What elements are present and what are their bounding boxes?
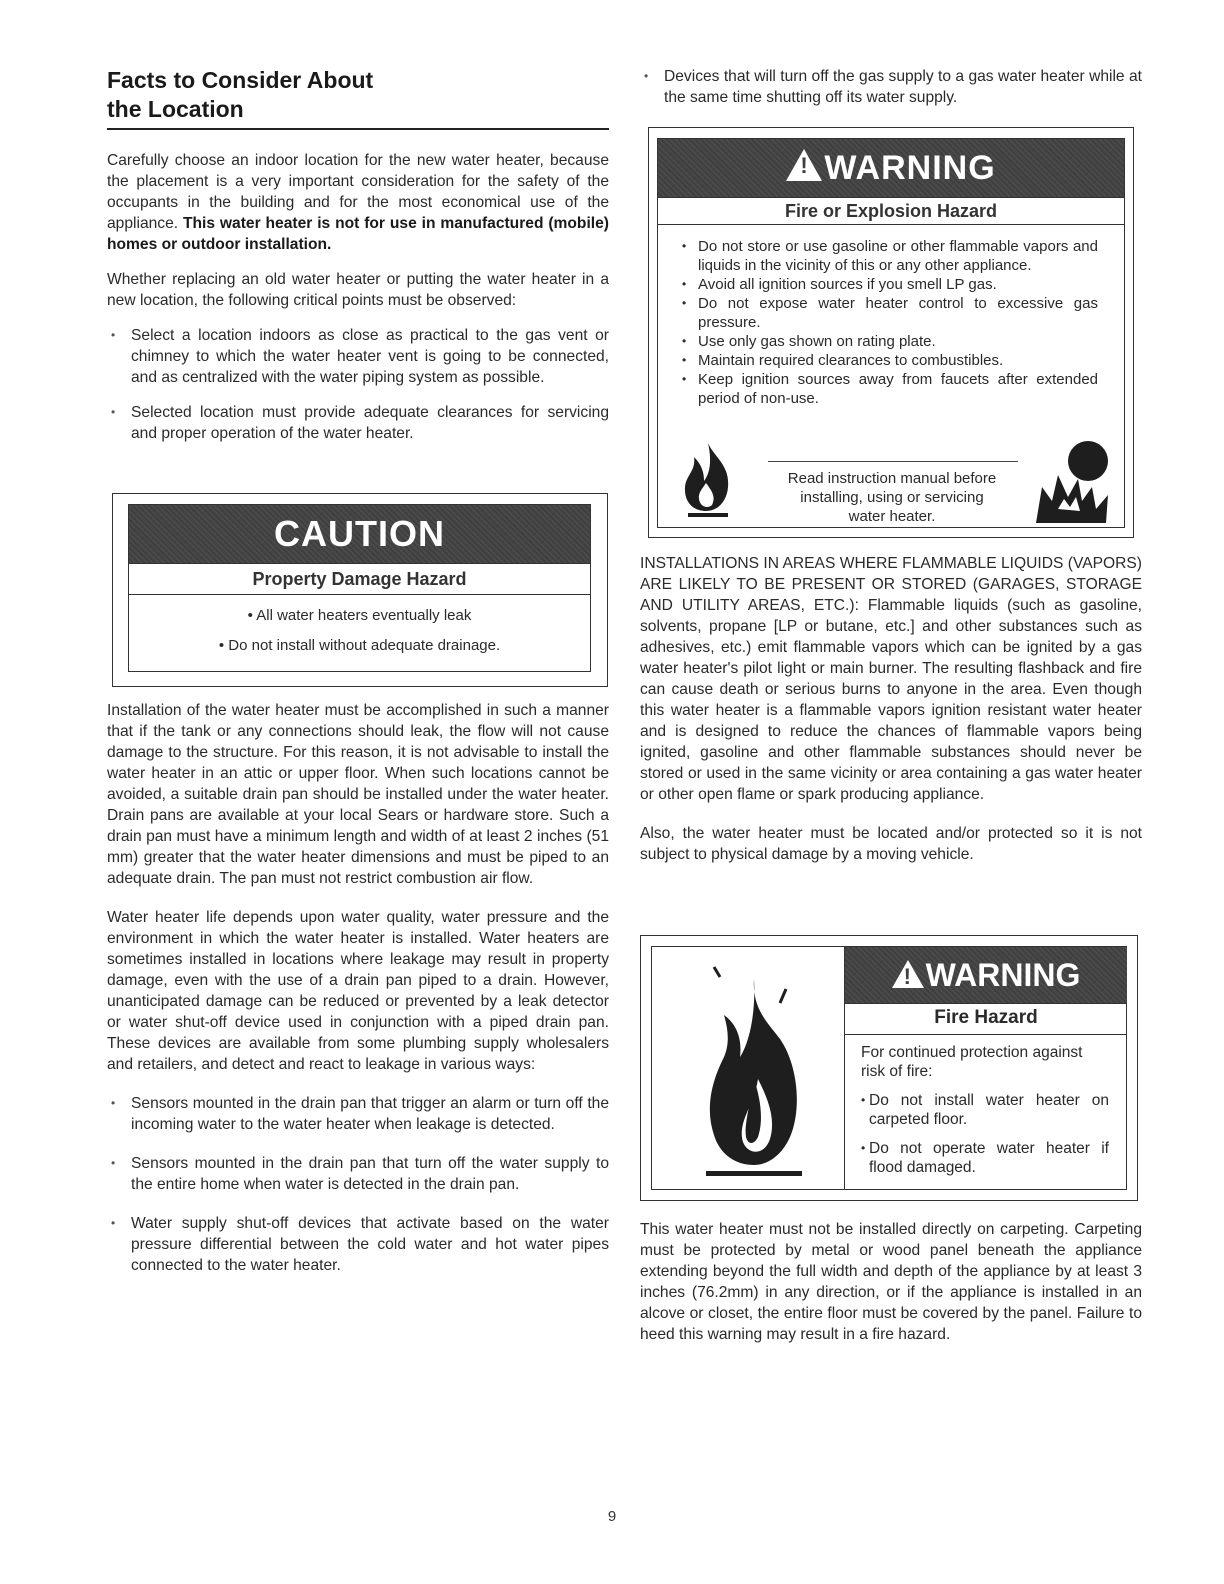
warning-title: WARNING [824,149,996,187]
warning-panel [651,946,1127,1190]
list-item: • Selected location must provide adequate clearances for servicing and proper operation of the water heater. [107,402,609,444]
list-item: • Water supply shut-off devices that activate based on the water pressure differential between the cold water and hot water pipes connected to the water heater. [107,1213,609,1276]
left-column-lower [107,700,609,1276]
list-item: • Select a location indoors as close as practical to the gas vent or chimney to which the water heater vent is going to be connected, and as centralized with the water piping system as possible. [107,325,609,388]
divider [768,461,1018,462]
list-item: • Sensors mounted in the drain pan that turn off the water supply to the entire home when water is detected in the drain pan. [107,1153,609,1195]
caution-banner: CAUTION [129,505,590,564]
warning-banner [845,947,1127,1003]
caution-hazard-title: Property Damage Hazard [129,564,590,595]
explosion-icon [1028,439,1118,525]
water-quality-paragraph: Water heater life depends upon water quality, water pressure and the environment in which the water heater is installed. Water heaters are sometimes installed in locations where leakage may result in property damage, even with the use of a drain pan piped to a drain. However, unanticipated damage can be reduced or prevented by a leak detector or water shut-off device used in conjunction with a piped drain pan. These devices are available from some plumbing supply wholesalers and retailers, and detect and react to leakage in various ways: [107,909,609,1073]
read-manual-notice: Read instruction manual before installing, using or servicing water heater. [787,470,997,525]
list-item: • Keep ignition sources away from faucets after extended period of non-use. [698,370,1098,408]
warning-triangle-icon: ! [786,149,822,181]
list-item: • Use only gas shown on rating plate. [698,332,1098,351]
warning-hazard-title: Fire Hazard [845,1003,1127,1035]
warning-intro: For continued protection against risk of fire: [861,1044,1083,1080]
warning-title: WARNING [925,957,1081,993]
intro-paragraph [107,150,609,255]
list-item: • All water heaters eventually leak [247,607,472,624]
warning-box-fire-explosion [648,127,1134,538]
section-title-line2: the Location [107,96,244,122]
page-number: 9 [607,1508,617,1525]
list-item: • Do not operate water heater if flood damaged. [861,1139,1109,1177]
list-item: • Devices that will turn off the gas supply to a gas water heater while at the same time shutting off its water supply. [640,66,1142,108]
list-item: • Do not install water heater on carpeted floor. [861,1091,1109,1129]
intro-warning-bold: This water heater is not for use in manufactured (mobile) homes or outdoor installation. [107,215,609,253]
sensor-bullet-list [107,1093,609,1276]
right-column-bottom [640,1219,1142,1345]
list-item: • Do not store or use gasoline or other flammable vapors and liquids in the vicinity of this or any other appliance. [698,237,1098,275]
flammable-liquids-paragraph: INSTALLATIONS IN AREAS WHERE FLAMMABLE LIQUIDS (VAPORS) ARE LIKELY TO BE PRESENT OR STORED (GARAGES, STORAGE AND UTILITY AREAS, ETC.): Flammable liquids (such as gasoline, solvents, propane [LP or butane, etc.] and other substances such as adhesives, etc.) emit flammable vapors which can be ignited by a gas water heater's pilot light or main burner. The resulting flashback and fire can cause death or serious burns to anyone in the area. Even though this water heater is a flammable vapors ignition resistant water heater and is designed to reduce the chances of flammable vapors being ignited, gasoline and other flammable substances should never be stored or used in the same vicinity or area containing a gas water heater or other open flame or spark producing appliance. [640,555,1142,803]
warning-panel [657,138,1125,528]
list-item: • Do not expose water heater control to excessive gas pressure. [698,294,1098,332]
warning-body [845,1035,1127,1177]
flame-icon [670,439,748,519]
right-column [640,66,1142,108]
section-title-line1: Facts to Consider About [107,67,374,93]
drain-pan-paragraph: Installation of the water heater must be accomplished in such a manner that if the tank or any connections should leak, the flow will not cause damage to the structure. For this reason, it is not advisable to install the water heater in an attic or upper floor. When such locations cannot be avoided, a suitable drain pan should be installed under the water heater. Drain pans are available at your local Sears or hardware store. Such a drain pan must have a minimum length and width of at least 2 inches (51 mm) greater that the water heater dimensions and must be piped to an adequate drain. The pan must not restrict combustion air flow. [107,702,609,887]
vehicle-paragraph: Also, the water heater must be located and/or protected so it is not subject to physical damage by a moving vehicle. [640,825,1142,863]
right-column-middle [640,553,1142,865]
left-column [107,66,609,444]
section-title [107,66,609,130]
caution-panel [128,504,591,672]
warning-banner [658,139,1124,197]
warning-hazard-title: Fire or Explosion Hazard [658,197,1124,225]
observe-paragraph: Whether replacing an old water heater or putting the water heater in a new location, the following critical points must be observed: [107,271,609,309]
large-flame-icon [694,959,814,1181]
caution-list [129,607,590,655]
caution-box [112,493,608,687]
carpet-paragraph: This water heater must not be installed directly on carpeting. Carpeting must be protected by metal or wood panel beneath the appliance extending beyond the full width and depth of the appliance by at least 3 inches (76.2mm) in any direction, or if the appliance is installed in an alcove or closet, the entire floor must be covered by the panel. Failure to heed this warning may result in a fire hazard. [640,1221,1142,1343]
location-bullet-list [107,325,609,444]
list-item: • Sensors mounted in the drain pan that trigger an alarm or turn off the incoming water to the water heater when leakage is detected. [107,1093,609,1135]
list-item: • Avoid all ignition sources if you smell LP gas. [698,275,1098,294]
intro-text: Carefully choose an indoor location for the new water heater, because the placement is a very important consideration for the safety of the occupants in the building and for the most economical use of the appliance. [107,152,609,232]
warning-list [658,237,1124,408]
warning-list [861,1091,1109,1177]
warning-text-panel [844,947,1127,1189]
warning-triangle-icon: ! [892,960,924,988]
list-item: • Maintain required clearances to combustibles. [698,351,1098,370]
list-item: • Do not install without adequate drainage. [218,637,501,654]
warning-box-fire-hazard [640,935,1138,1201]
device-bullet-list [640,66,1142,108]
